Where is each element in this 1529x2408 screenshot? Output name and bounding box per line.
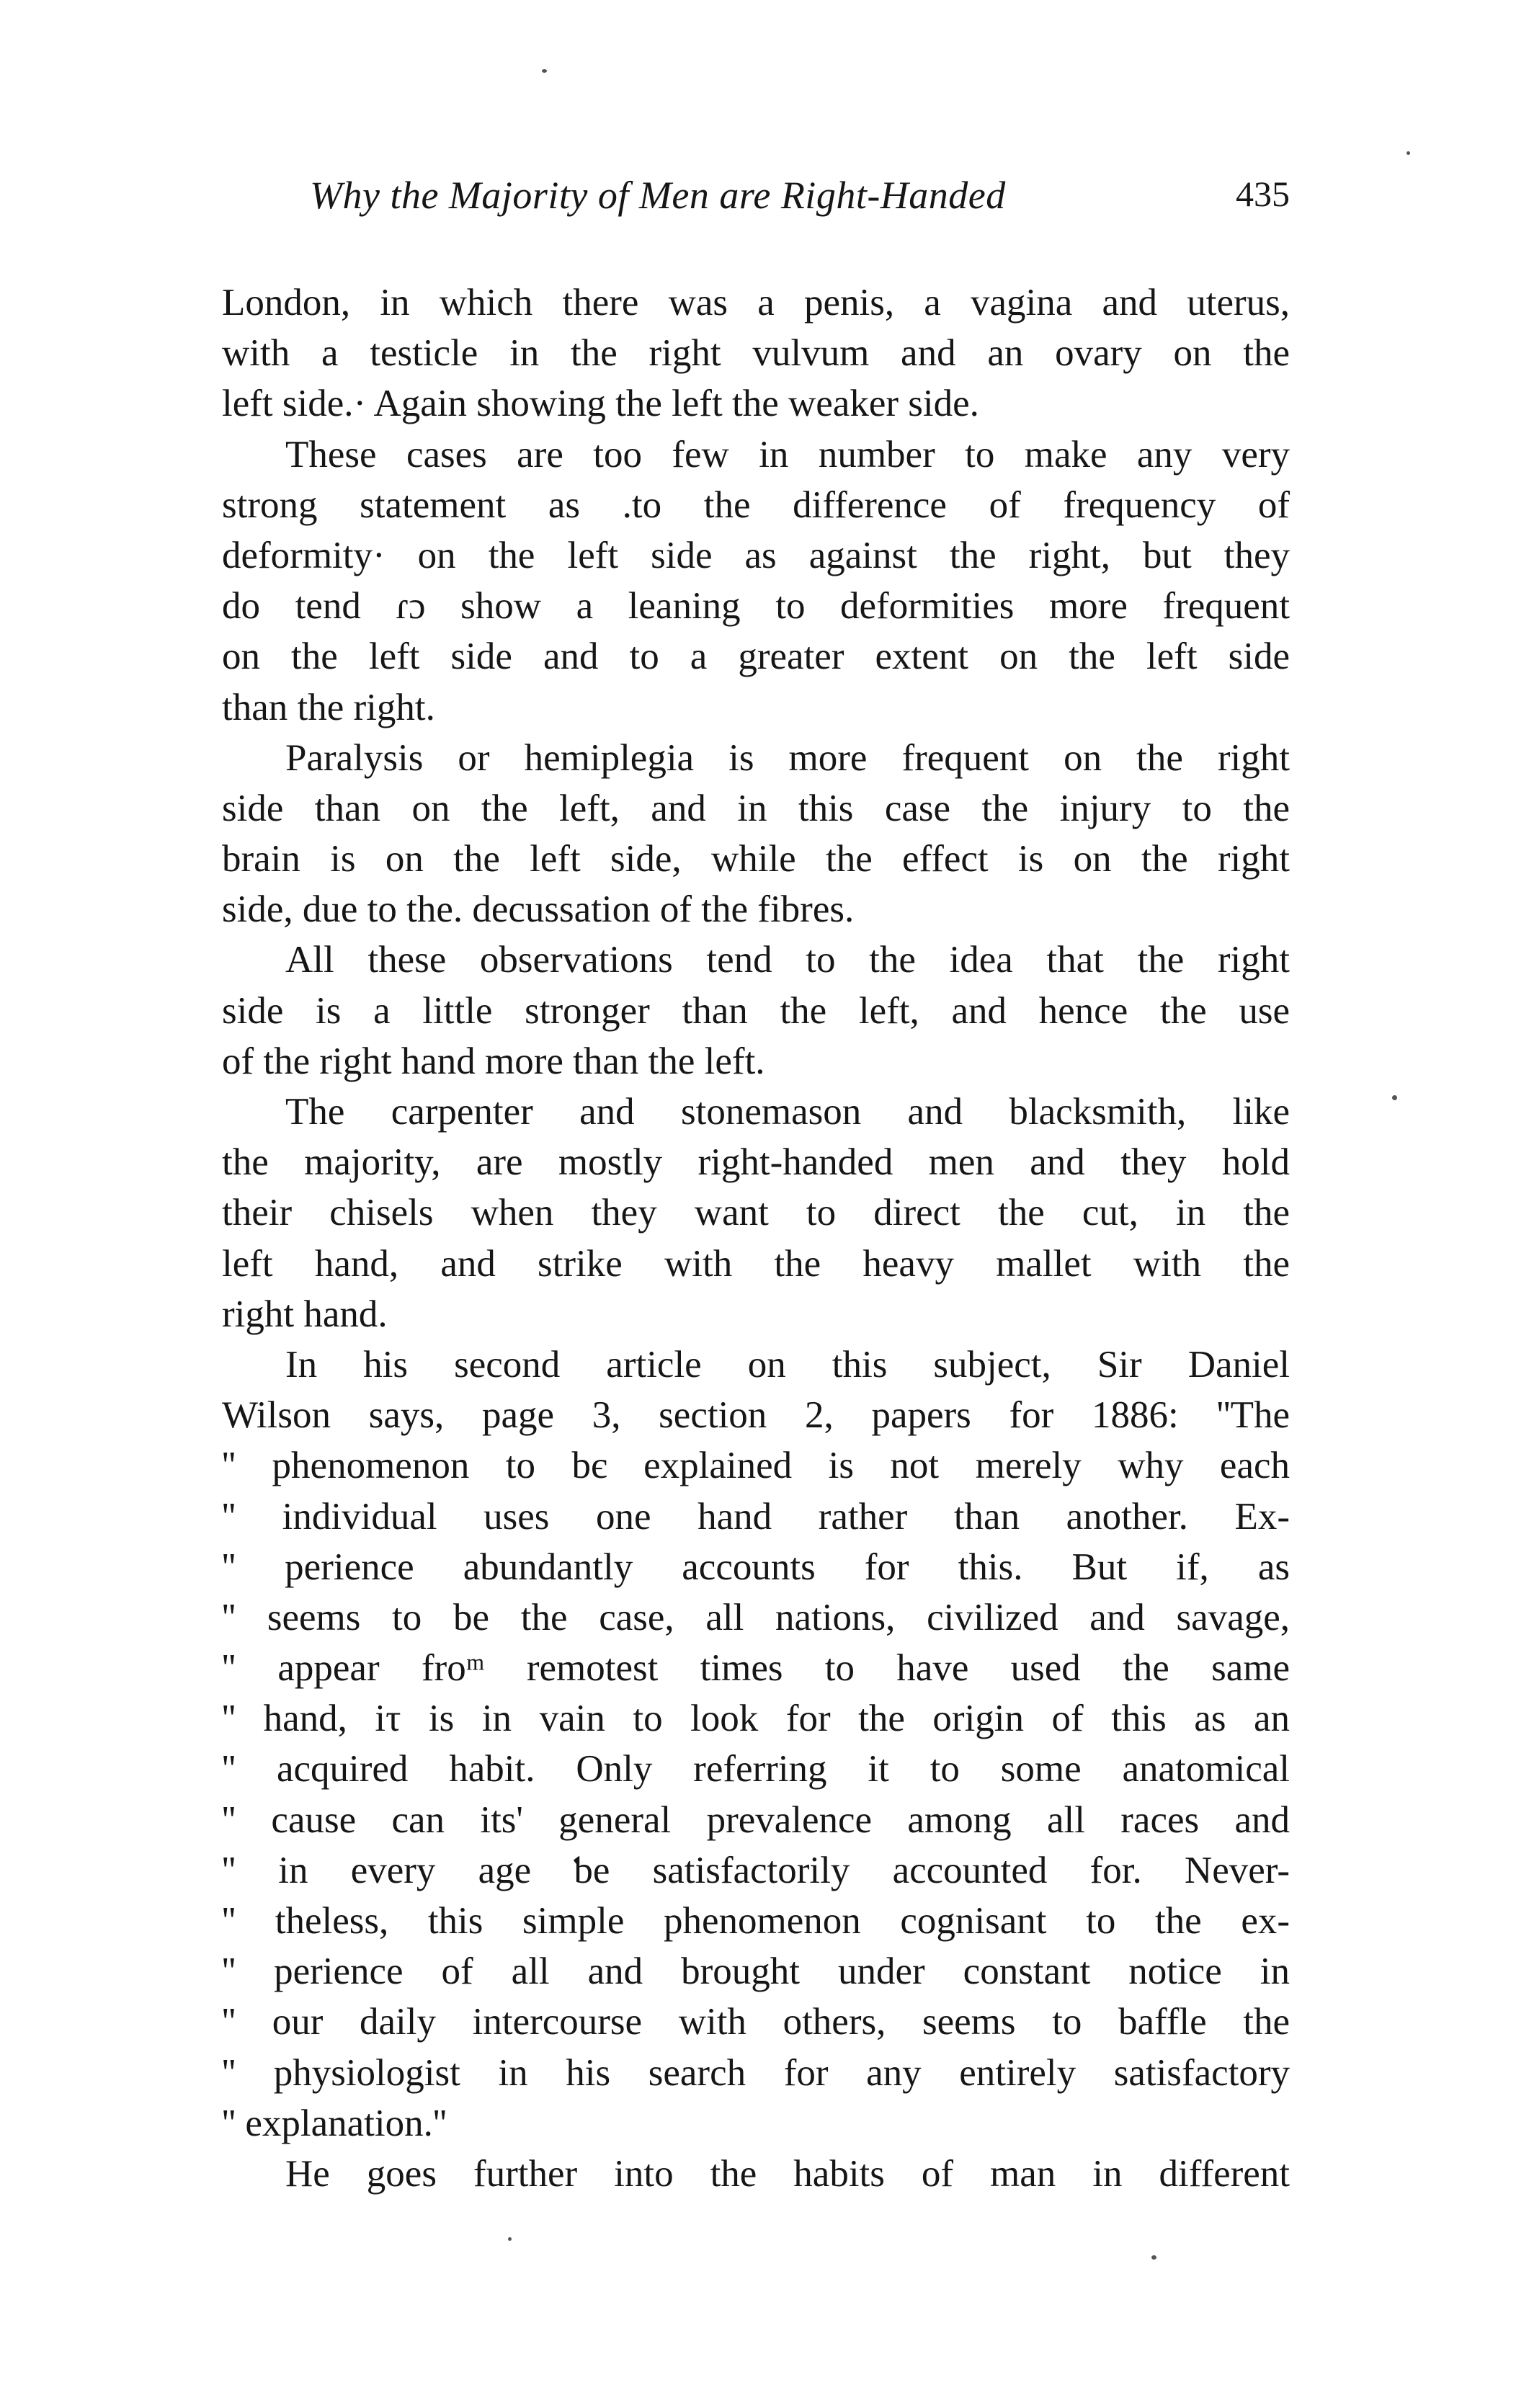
text-line: London, in which there was a penis, a vagina and uterus, [222, 282, 1290, 324]
text-line: '' phenomenon to bє explained is not merely why each [222, 1445, 1290, 1487]
text-line: side is a little stronger than the left, and hence the use [222, 989, 1290, 1032]
text-line: left hand, and strike with the heavy mallet with the [222, 1242, 1290, 1285]
text-line: brain is on the left side, while the effect is on the right [222, 838, 1290, 880]
text-line: do tend ɾɔ show a leaning to deformities more frequent [222, 585, 1290, 628]
text-line: In his second article on this subject, Sir Daniel [285, 1343, 1290, 1386]
page-header [310, 173, 1290, 231]
text-line: of the right hand more than the left. [222, 1040, 765, 1082]
text-line: '' acquired habit. Only referring it to some anatomical [222, 1748, 1290, 1791]
scan-speck [1407, 151, 1410, 155]
running-title: Why the Majority of Men are Right-Handed [310, 174, 1006, 217]
text-line: right hand. [222, 1293, 388, 1335]
text-line: left side.· Again showing the left the weaker side. [222, 383, 979, 425]
text-line: '' hand, iτ is in vain to look for the origin of this as an [222, 1698, 1290, 1740]
text-line: All these observations tend to the idea that the right [285, 939, 1290, 981]
text-line: He goes further into the habits of man in different [285, 2152, 1290, 2195]
text-line: side than on the left, and in this case the injury to the [222, 787, 1290, 829]
text-line: '' appear froᵐ remotest times to have used the same [222, 1647, 1290, 1690]
text-line: their chisels when they want to direct the cut, in the [222, 1192, 1290, 1234]
text-line: deformity· on the left side as against the right, but they [222, 534, 1290, 576]
text-line: than the right. [222, 686, 435, 728]
text-line: '' perience of all and brought under constant notice in [222, 1950, 1290, 1993]
text-line: '' explanation.'' [222, 2102, 447, 2144]
text-line: '' in every age ƅe satisfactorily accounted for. Never- [222, 1849, 1290, 1891]
scan-speck [542, 69, 547, 73]
text-line: '' theless, this simple phenomenon cognisant to the ex- [222, 1900, 1290, 1942]
text-line: Wilson says, page 3, section 2, papers for 1886: ''The [222, 1394, 1290, 1437]
text-line: '' physiologist in his search for any entirely satisfactory [222, 2051, 1290, 2094]
text-line: on the left side and to a greater extent on the left side [222, 636, 1290, 678]
body-text [222, 277, 1290, 2199]
text-line: '' perience abundantly accounts for this. But if, as [222, 1546, 1290, 1588]
text-line: the majority, are mostly right-handed men and they hold [222, 1141, 1290, 1184]
text-line: Paralysis or hemiplegia is more frequent on the right [285, 736, 1290, 779]
text-line: '' seems to be the case, all nations, civilized and savage, [222, 1596, 1290, 1638]
text-line: side, due to the. decussation of the fibres. [222, 888, 855, 931]
text-line: with a testicle in the right vulvum and an ovary on the [222, 332, 1290, 375]
text-line: These cases are too few in number to make any very [285, 433, 1290, 476]
text-line: '' our daily intercourse with others, seems to baffle the [222, 2001, 1290, 2043]
text-line: '' individual uses one hand rather than another. Ex- [222, 1495, 1290, 1538]
scan-speck [508, 2237, 512, 2241]
scan-speck [1151, 2255, 1156, 2260]
text-line: '' cause can its' general prevalence among all races and [222, 1798, 1290, 1841]
text-line: The carpenter and stonemason and blacksmith, like [285, 1091, 1290, 1133]
scan-speck [1392, 1095, 1397, 1100]
text-line: strong statement as .to the difference of frequency of [222, 483, 1290, 526]
page-number: 435 [1236, 174, 1290, 214]
